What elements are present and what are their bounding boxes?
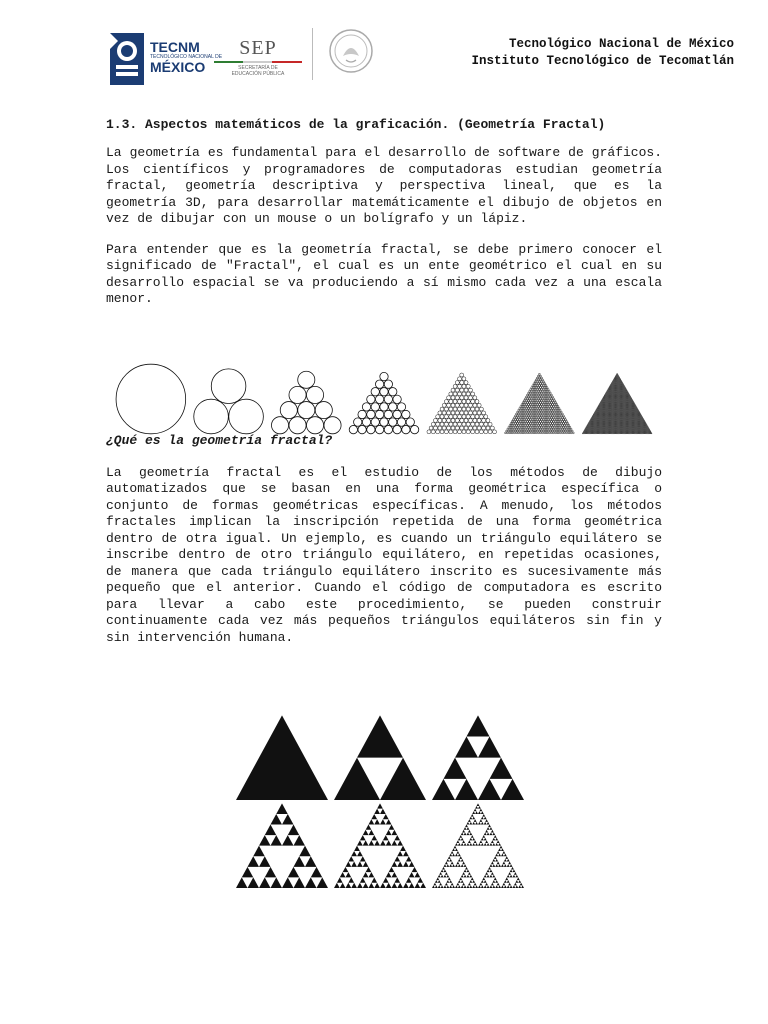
circle-fractal-level-1 [194, 369, 264, 434]
paragraph-1: La geometría es fundamental para el desarrollo de software de gráficos. Los científicos y programadores de computadoras estudian geometría fractal, geometría descriptiva y perspectiva lineal, que es la geometría 3D, para desarrollar matemáticamente el dibujo de objetos en vez de dibujar con un mouse o un bolígrafo y un lápiz. [106, 145, 662, 226]
logo-sep-sub1: SECRETARÍA DE [238, 65, 278, 71]
paragraph-3: La geometría fractal es el estudio de los métodos de dibujo automatizados que se basan en una forma geométrica específica o conjunto de formas geométricas específicas. A menudo, los métodos fractales implican la inscripción repetida de una forma geométrica dentro de otra igual. Un ejemplo, es cuando un triángulo equilátero se inscribe dentro de otro triángulo equilátero, en repetidas ocasiones, de manera que cada triángulo equilátero inscrito es sucesivamente más pequeño que el anterior. Cuando el código de computadora es escrito para llevar a cabo este procedimiento, se pueden construir continuamente cada vez más pequeños triángulos equiláteros sin fin y sin intervención humana. [106, 464, 662, 645]
sierpinski-level-5 [432, 803, 524, 888]
circle-fractal-figure [112, 356, 656, 440]
page-header [0, 0, 768, 100]
section-title-suffix: (Geometría Fractal) [457, 117, 606, 132]
logo-group [108, 28, 378, 92]
logo-sep: SEP [239, 37, 277, 59]
mexico-seal-icon [328, 28, 374, 74]
section-title-main: 1.3. Aspectos matemáticos de la graficación. [106, 117, 450, 132]
circle-fractal-level-5 [505, 373, 575, 434]
institution-line2: Instituto Tecnológico de Tecomatlán [471, 54, 734, 68]
circle-fractal-level-2 [271, 371, 341, 434]
circle-fractal-level-4 [427, 373, 497, 434]
institution-block [471, 36, 734, 70]
tecnm-logo-text [150, 39, 223, 75]
logo-divider [312, 28, 313, 80]
logo-sep-sub2: EDUCACIÓN PÚBLICA [231, 71, 285, 77]
sierpinski-level-2 [432, 715, 524, 800]
sep-color-bar [214, 61, 302, 63]
sierpinski-figure [232, 710, 532, 896]
sep-logo [212, 38, 304, 82]
sierpinski-level-1 [334, 715, 426, 800]
circle-fractal-level-6 [582, 373, 652, 433]
sierpinski-level-3 [236, 803, 328, 888]
subheading-fractal: ¿Qué es la geometría fractal? [106, 432, 333, 448]
sierpinski-level-4 [334, 803, 426, 888]
section-title [106, 116, 662, 133]
paragraph-2: Para entender que es la geometría fractal, se debe primero conocer el significado de "Fractal", el cual es un ente geométrico el cual en su desarrollo espacial se va produciendo a sí mismo cada vez a una escala menor. [106, 241, 662, 306]
logo-tecnm-sub: TECNOLÓGICO NACIONAL DE [150, 54, 223, 60]
tecnm-emblem-icon [108, 31, 146, 87]
institution-line1: Tecnológico Nacional de México [508, 37, 734, 51]
logo-mexico: MÉXICO [150, 59, 206, 75]
sierpinski-level-0 [236, 715, 328, 800]
circle-fractal-level-3 [349, 372, 419, 433]
logo-tecnm: TECNM [150, 39, 200, 55]
circle-fractal-level-0 [116, 364, 186, 434]
